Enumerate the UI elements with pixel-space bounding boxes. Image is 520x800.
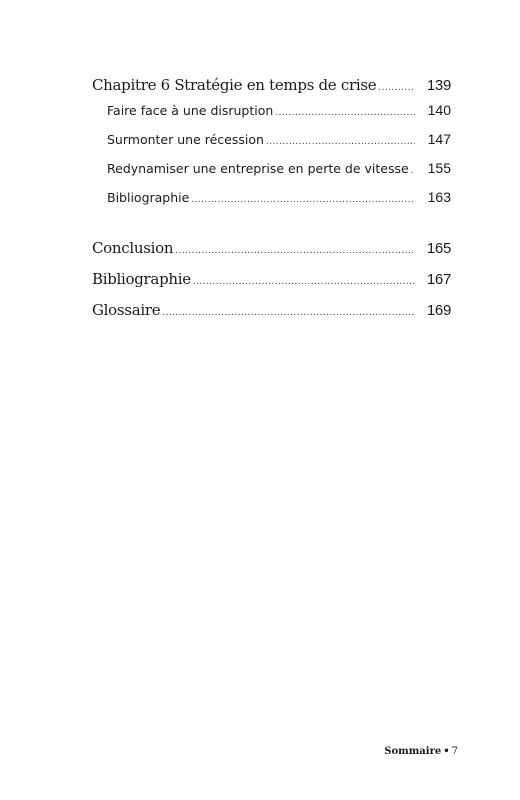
page-footer (384, 746, 458, 757)
section-spacer (92, 218, 451, 239)
toc-section-entry (92, 160, 451, 189)
toc-back-matter-entry (92, 270, 451, 301)
toc-back-matter-page: 167 (426, 271, 451, 288)
toc-back-matter-title: Conclusion (92, 239, 174, 257)
dot-leader (411, 166, 415, 176)
footer-section-name: Sommaire (384, 746, 442, 757)
dot-leader (175, 246, 415, 256)
toc-section-entry (92, 102, 451, 131)
toc-section-page: 155 (427, 160, 451, 176)
toc-back-matter-title: Glossaire (92, 301, 161, 319)
toc-back-matter-page: 165 (426, 240, 451, 257)
table-of-contents (92, 76, 451, 332)
toc-back-matter-entry (92, 301, 451, 332)
dot-leader (266, 137, 415, 147)
toc-section-entry (92, 131, 451, 160)
dot-leader (191, 195, 415, 205)
footer-bullet: • (443, 746, 450, 757)
toc-chapter-title: Chapitre 6 Stratégie en temps de crise (92, 76, 377, 94)
dot-leader (162, 308, 415, 318)
toc-chapter-entry (92, 76, 451, 102)
toc-back-matter-entry (92, 239, 451, 270)
toc-section-title: Bibliographie (107, 190, 190, 205)
toc-section-page: 163 (427, 189, 451, 205)
toc-section-entry (92, 189, 451, 218)
toc-section-title: Surmonter une récession (107, 132, 264, 147)
toc-back-matter-page: 169 (426, 302, 451, 319)
toc-section-page: 147 (427, 131, 451, 147)
dot-leader (193, 277, 415, 287)
dot-leader (378, 83, 415, 93)
toc-section-title: Redynamiser une entreprise en perte de vitesse (107, 161, 409, 176)
toc-section-title: Faire face à une disruption (107, 103, 274, 118)
toc-back-matter-title: Bibliographie (92, 270, 191, 288)
toc-chapter-page: 139 (426, 77, 451, 94)
dot-leader (275, 108, 415, 118)
footer-page-number: 7 (451, 746, 458, 757)
toc-section-page: 140 (427, 102, 451, 118)
